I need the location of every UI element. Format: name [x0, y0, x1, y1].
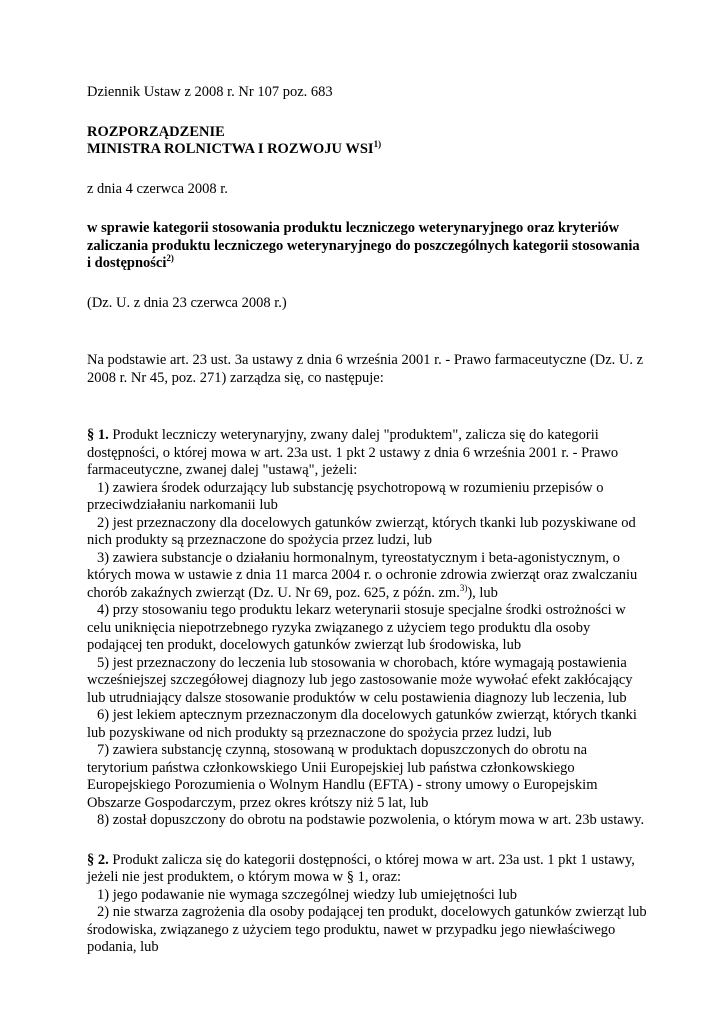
section-2-mark: § 2. [87, 851, 109, 868]
section-1-item-8: 8) został dopuszczony do obrotu na podstawie pozwolenia, o którym mowa w art. 23b ustawy. [97, 812, 645, 828]
section-1-item-4: 4) przy stosowaniu tego produktu lekarz weterynarii stosuje specjalne środki ostrożności w celu uniknięcia niepotrzebnego ryzyka związanego z użyciem tego produktu dla osoby podającej ten produkt, docelowych gatunków zwierząt lub środowiska, lub [87, 602, 626, 653]
section-1-item-7: 7) zawiera substancję czynną, stosowaną w produktach dopuszczonych do obrotu na terytorium państwa członkowskiego Unii Europejskiej lub państwa członkowskiego Europejskiego Porozumienia o Wolnym Handlu (EFTA) - strony umowy o Europejskim Obszarze Gospodarczym, przez okres krótszy niż 5 lat, lub [87, 742, 598, 811]
section-1-item-1: 1) zawiera środek odurzający lub substancję psychotropową w rozumieniu przepisów o przeciwdziałaniu narkomanii lub [87, 479, 604, 513]
footnote-ref-2: 2) [166, 253, 174, 264]
section-2-item-1: 1) jego podawanie nie wymaga szczególnej wiedzy lub umiejętności lub [97, 886, 517, 903]
title-line-1: ROZPORZĄDZENIE [87, 123, 225, 140]
journal-reference: Dziennik Ustaw z 2008 r. Nr 107 poz. 683 [87, 84, 333, 100]
section-1-mark: § 1. [87, 427, 109, 443]
footnote-ref-3: 3) [459, 582, 468, 593]
publication-reference: (Dz. U. z dnia 23 czerwca 2008 r.) [87, 294, 287, 311]
act-date: z dnia 4 czerwca 2008 r. [87, 180, 228, 197]
footnote-ref-1: 1) [373, 139, 382, 150]
section-2-intro: § 2. Produkt zalicza się do kategorii dostępności, o której mowa w art. 23a ust. 1 pkt 1 ustawy, jeżeli nie jest produktem, o którym mowa w § 1, oraz: [87, 851, 635, 885]
section-1-item-2: 2) jest przeznaczony dla docelowych gatunków zwierząt, których tkanki lub pozyskiwane od nich produkty są przeznaczone do spożycia przez ludzi, lub [87, 514, 636, 548]
title-line-2: MINISTRA ROLNICTWA I ROZWOJU WSI$^{1)}$ [87, 139, 382, 157]
section-1-intro: § 1. Produkt leczniczy weterynaryjny, zwany dalej "produktem", zalicza się do kategorii dostępności, o której mowa w art. 23a ust. 1 pkt 2 ustawy z dnia 6 września 2001 r. - Prawo farmaceutyczne, zwanej dalej "ustawą", jeżeli: [87, 427, 619, 478]
preamble: Na podstawie art. 23 ust. 3a ustawy z dnia 6 września 2001 r. - Prawo farmaceutyczne (Dz. U. z 2008 r. Nr 45, poz. 271) zarządza się, co następuje: [87, 352, 644, 386]
section-1-item-5: 5) jest przeznaczony do leczenia lub stosowania w chorobach, które wymagają postawienia wcześniejszej szczegółowej diagnozy lub jego zastosowanie może wywołać efekt zakłócający lub utrudniający dalsze stosowanie produktów w celu postawienia diagnozy lub leczenia, lub [87, 654, 633, 706]
section-1-item-3: 3) zawiera substancje o działaniu hormonalnym, tyreostatycznym i beta-agonistycznym, o których mowa w ustawie z dnia 11 marca 2004 r. o ochronie zdrowia zwierząt oraz zwalczaniu chorób zakaźnych zwierząt (Dz. U. Nr 69, poz. 625, z późn. zm.$^{3)}$), lub [87, 549, 638, 601]
section-2-item-2: 2) nie stwarza zagrożenia dla osoby podającej ten produkt, docelowych gatunków zwierząt lub środowiska, związanego z użyciem tego produktu, nawet w przypadku jego niewłaściwego podania, lub [87, 904, 647, 955]
section-2 [87, 852, 647, 957]
section-1-item-6: 6) jest lekiem aptecznym przeznaczonym dla docelowych gatunków zwierząt, których tkanki lub pozyskiwane od nich produkty są przeznaczone do spożycia przez ludzi, lub [87, 707, 637, 741]
document-page [87, 84, 647, 957]
section-1 [87, 427, 647, 830]
act-subject: w sprawie kategorii stosowania produktu leczniczego weterynaryjnego oraz kryteriów zaliczania produktu leczniczego weterynaryjnego do poszczególnych kategorii stosowania i dostępności$^{2)}$ [87, 220, 640, 271]
